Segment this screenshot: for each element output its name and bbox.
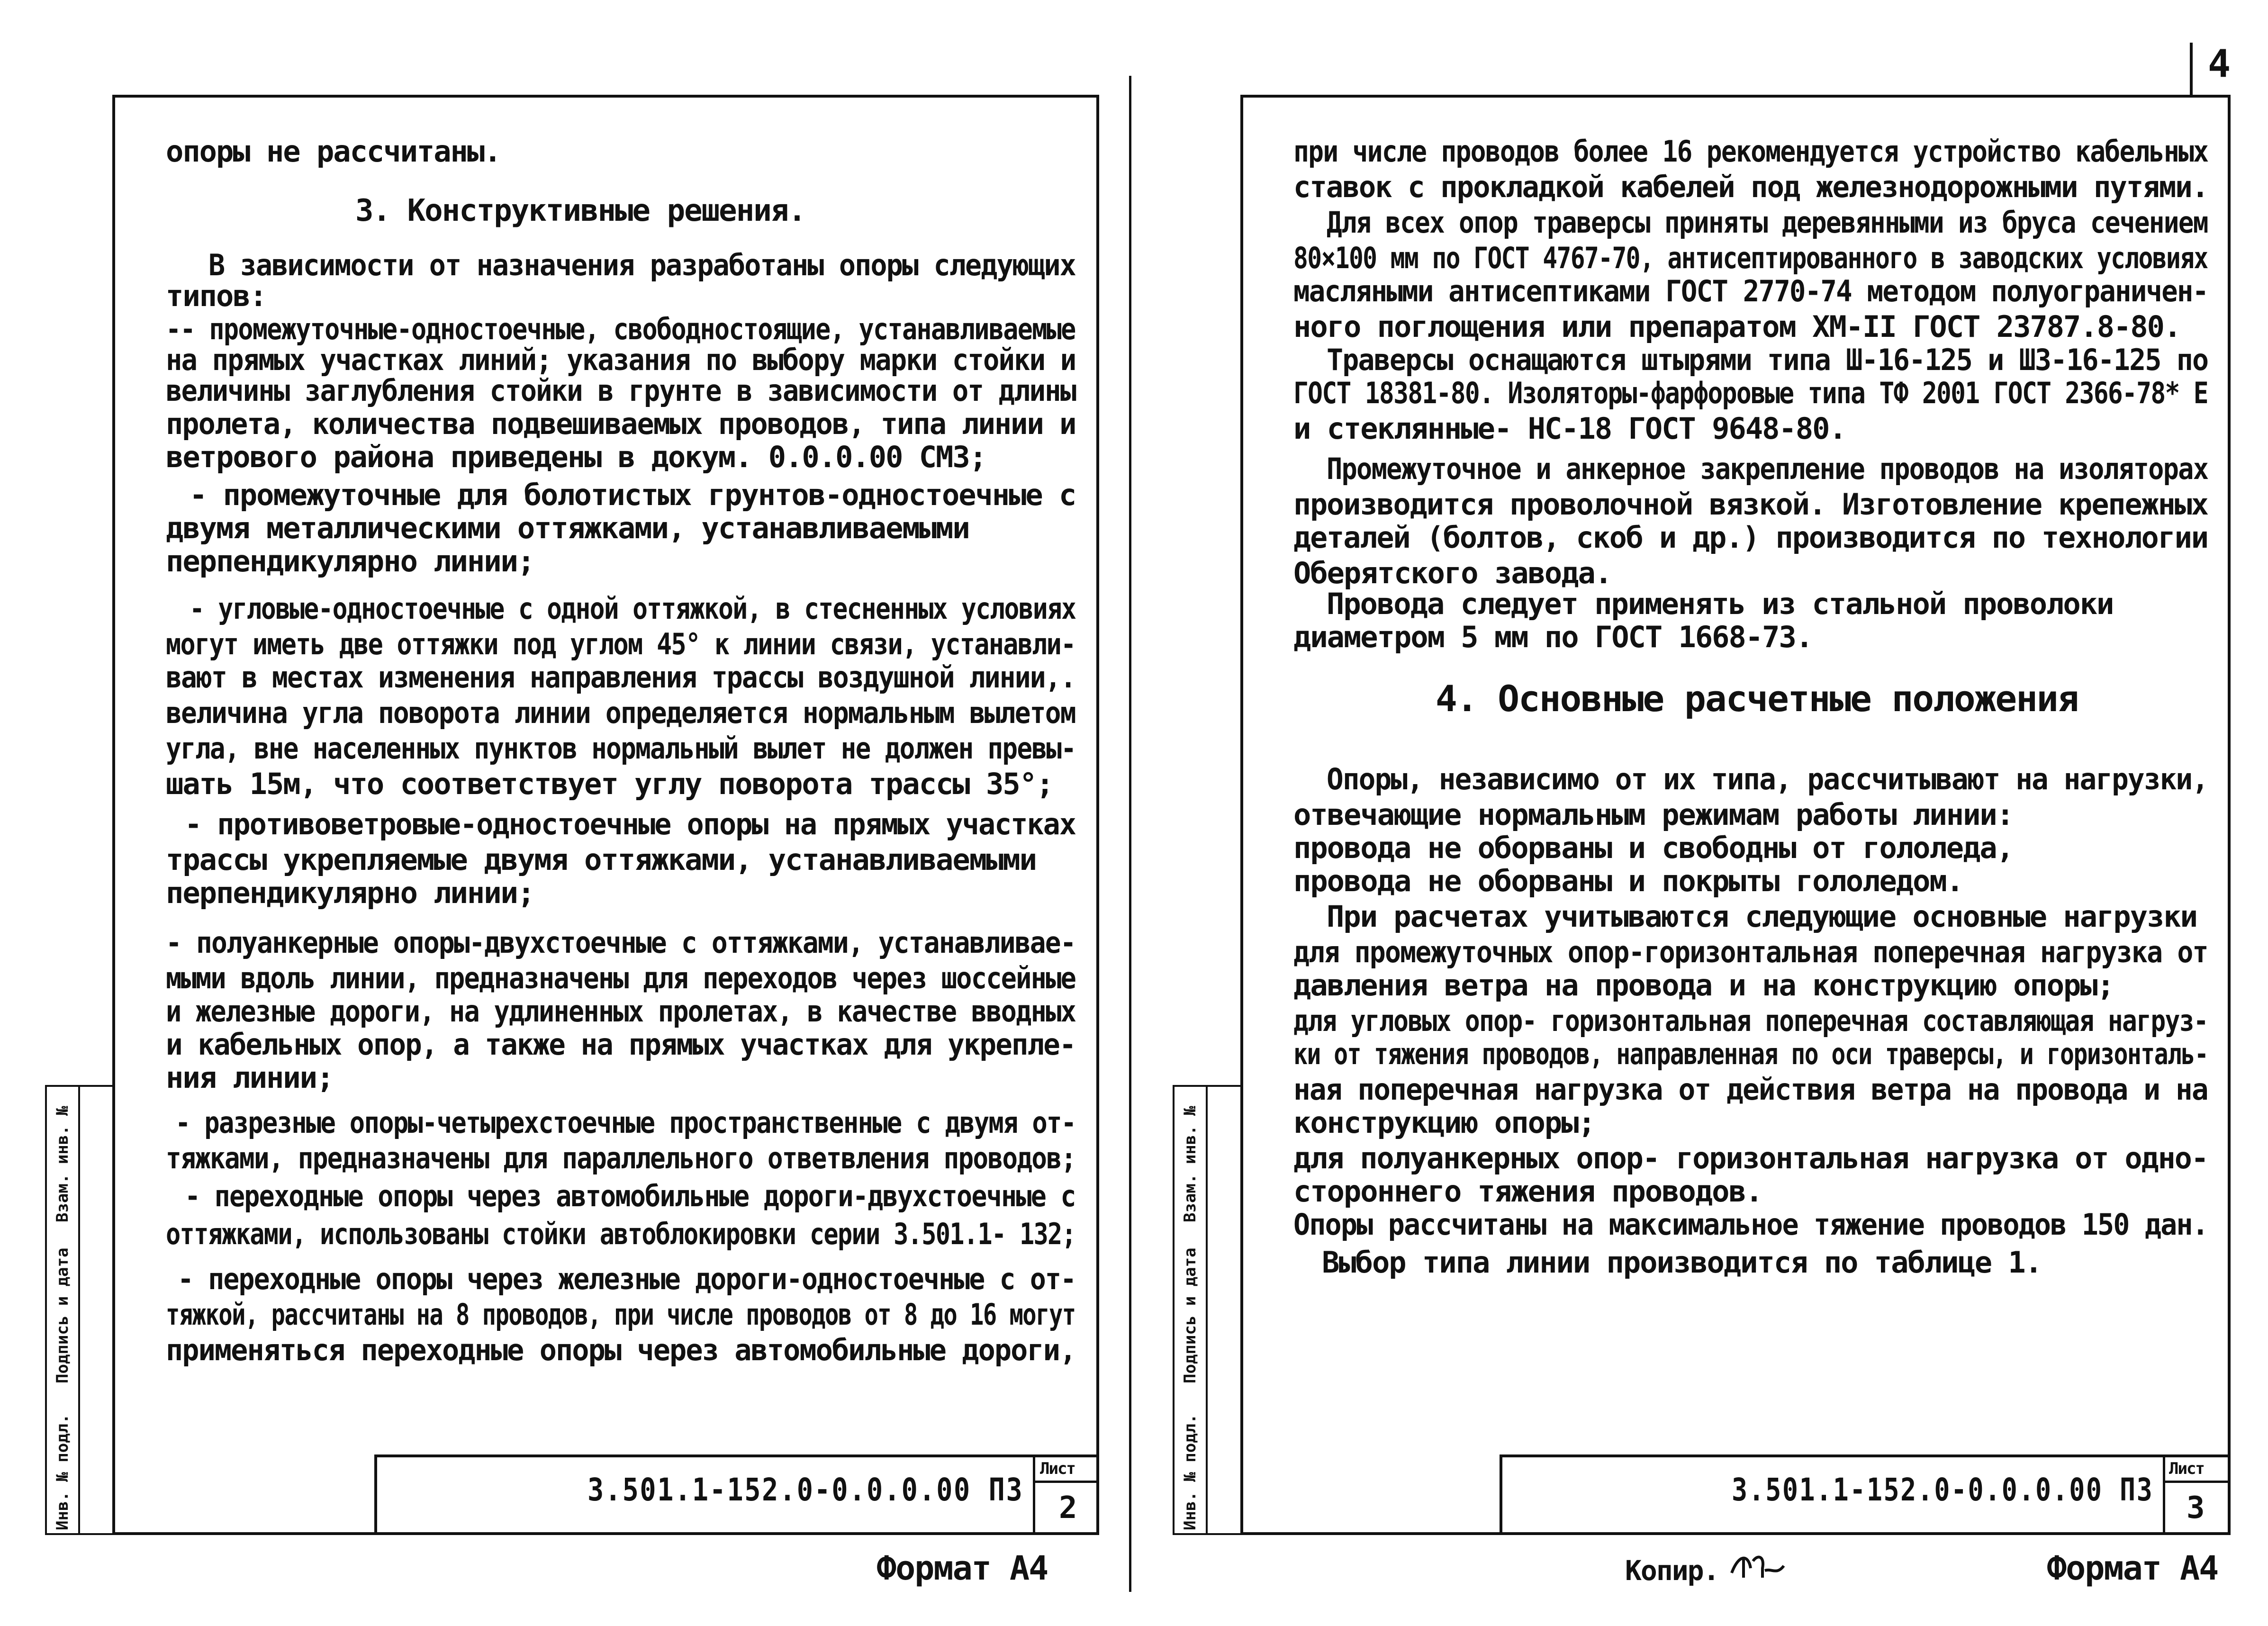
left-line: вают в местах изменения направления трассы воздушной линии,. <box>166 660 1075 695</box>
right-line: и стеклянные- НС-18 ГОСТ 9648-80. <box>1293 411 1846 446</box>
left-line: перпендикулярно линии; <box>166 544 534 578</box>
right-line: Опоры рассчитаны на максимальное тяжение проводов 150 дан. <box>1293 1207 2208 1242</box>
page-number: 4 <box>2208 42 2230 86</box>
left-line: - противоветровые-одностоечные опоры на прямых участках <box>185 807 1076 841</box>
right-line: ставок с прокладкой кабелей под железнодорожными путями. <box>1293 170 2208 204</box>
left-line: - переходные опоры через железные дороги-одностоечные с от- <box>178 1262 1076 1296</box>
left-side-label-inv: Инв. № подл. <box>53 1414 72 1530</box>
right-line: масляными антисептиками ГОСТ 2770-74 методом полуограничен- <box>1293 274 2208 308</box>
left-format-label: Формат А4 <box>876 1549 1048 1588</box>
right-line: при числе проводов более 16 рекомендуется устройство кабельных <box>1293 134 2208 169</box>
left-line: - угловые-одностоечные с одной оттяжкой, в стесненных условиях <box>190 591 1076 626</box>
left-side-strip-divider <box>78 1085 80 1535</box>
center-divider <box>1129 76 1131 1592</box>
left-line: оттяжками, использованы стойки автоблокировки серии 3.501.1- 132; <box>166 1217 1076 1251</box>
left-line: и кабельных опор, а также на прямых участках для укрепле- <box>166 1027 1075 1062</box>
right-section-heading: 4. Основные расчетные положения <box>1436 678 2078 720</box>
left-line: трассы укрепляемые двумя оттяжками, устанавливаемыми <box>166 842 1037 877</box>
left-sheet-label: Лист <box>1040 1459 1075 1478</box>
right-line: для угловых опор- горизонтальная поперечная составляющая нагруз- <box>1293 1003 2208 1038</box>
left-line: - полуанкерные опоры-двухстоечные с оттяжками, устанавливае- <box>166 925 1075 960</box>
right-line: ки от тяжения проводов, направленная по оси траверсы, и горизонталь- <box>1293 1037 2208 1071</box>
right-side-strip-divider <box>1206 1085 1208 1535</box>
left-line: - разрезные опоры-четырехстоечные пространственные с двумя от- <box>175 1105 1076 1140</box>
left-line: тяжкой, рассчитаны на 8 проводов, при числе проводов от 8 до 16 могут <box>166 1297 1075 1332</box>
left-line: - переходные опоры через автомобильные дороги-двухстоечные с <box>185 1179 1075 1213</box>
left-sheet-number: 2 <box>1059 1490 1076 1526</box>
left-line: угла, вне населенных пунктов нормальный вылет не должен превы- <box>166 731 1076 766</box>
left-line: перпендикулярно линии; <box>166 876 534 910</box>
left-line: типов: <box>166 279 266 313</box>
right-line: деталей (болтов, скоб и др.) производится по технологии <box>1293 520 2208 555</box>
left-line: - промежуточные для болотистых грунтов-одностоечные с <box>190 478 1076 512</box>
page-number-rule <box>2190 43 2193 95</box>
left-line: величины заглубления стойки в грунте в зависимости от длины <box>166 373 1076 408</box>
left-title-block-hline <box>1033 1481 1099 1483</box>
right-line: Выбор типа линии производится по таблице 1. <box>1322 1245 2042 1280</box>
right-line: стороннего тяжения проводов. <box>1293 1174 1762 1209</box>
right-line: ная поперечная нагрузка от действия ветра на провода и на <box>1293 1072 2208 1107</box>
right-line: Траверсы оснащаются штырями типа Ш-16-125 и ШЗ-16-125 по <box>1327 343 2208 377</box>
left-line: мыми вдоль линии, предназначены для переходов через шоссейные <box>166 961 1076 995</box>
right-line: Промежуточное и анкерное закрепление проводов на изоляторах <box>1327 452 2208 486</box>
right-title-block-divider <box>2163 1454 2165 1535</box>
left-line: и железные дороги, на удлиненных пролетах, в качестве вводных <box>166 994 1076 1029</box>
left-section-heading: 3. Конструктивные решения. <box>355 193 805 228</box>
left-line: ветрового района приведены в докум. 0.0.0.00 СМЗ; <box>166 440 986 474</box>
right-sheet-label: Лист <box>2169 1459 2204 1478</box>
right-line: Опоры, независимо от их типа, рассчитывают на нагрузки, <box>1327 762 2208 796</box>
right-line: Для всех опор траверсы приняты деревянными из бруса сечением <box>1327 205 2208 240</box>
left-line: могут иметь две оттяжки под углом 45° к линии связи, устанавли- <box>166 627 1075 661</box>
left-stamp-doc-number: 3.501.1-152.0-0.0.0.00 ПЗ <box>587 1472 1024 1508</box>
right-line: производится проволочной вязкой. Изготовление крепежных <box>1293 487 2208 522</box>
left-line: опоры не рассчитаны. <box>166 134 501 169</box>
right-line: ГОСТ 18381-80. Изоляторы-фарфоровые типа ТФ 2001 ГОСТ 2366-78* Е <box>1293 376 2208 410</box>
right-stamp-doc-number: 3.501.1-152.0-0.0.0.00 ПЗ <box>1732 1472 2154 1508</box>
right-sheet-number: 3 <box>2187 1490 2204 1526</box>
left-line: пролета, количества подвешиваемых проводов, типа линии и <box>166 406 1076 441</box>
right-copy-label: Копир. <box>1625 1554 1719 1587</box>
right-line: При расчетах учитываются следующие основные нагрузки <box>1327 899 2197 934</box>
copy-signature-icon <box>1729 1549 1786 1587</box>
right-line: диаметром 5 мм по ГОСТ 1668-73. <box>1293 620 1813 654</box>
right-line: конструкцию опоры; <box>1293 1105 1595 1140</box>
right-line: Провода следует применять из стальной проволоки <box>1327 587 2114 621</box>
left-line: на прямых участках линий; указания по выбору марки стойки и <box>166 343 1076 377</box>
left-line: применяться переходные опоры через автомобильные дороги, <box>166 1333 1076 1367</box>
left-line: величина угла поворота линии определяется нормальным вылетом <box>166 696 1075 730</box>
left-line: тяжками, предназначены для параллельного ответвления проводов; <box>166 1141 1076 1175</box>
left-line: шать 15м, что соответствует углу поворота трассы 35°; <box>166 767 1053 801</box>
right-side-label-inv: Инв. № подл. <box>1181 1414 1200 1530</box>
left-line: -- промежуточные-одностоечные, свободностоящие, устанавливаемые <box>166 312 1075 346</box>
right-line: провода не оборваны и покрыты гололедом. <box>1293 864 1963 898</box>
right-line: для полуанкерных опор- горизонтальная нагрузка от одно- <box>1293 1141 2208 1175</box>
right-side-label-sign: Подпись и дата <box>1181 1247 1200 1383</box>
right-line: давления ветра на провода и на конструкцию опоры; <box>1293 968 2114 1003</box>
right-side-label-vzam: Взам. инв. № <box>1181 1106 1200 1222</box>
left-line: двумя металлическими оттяжками, устанавливаемыми <box>166 511 969 545</box>
right-line: ного поглощения или препаратом ХМ-II ГОСТ 23787.8-80. <box>1293 309 2181 344</box>
left-title-block-divider <box>1033 1454 1035 1535</box>
left-line: В зависимости от назначения разработаны опоры следующих <box>208 248 1075 282</box>
right-line: провода не оборваны и свободны от гололеда, <box>1293 831 2014 865</box>
right-line: отвечающие нормальным режимам работы линии: <box>1293 797 2014 832</box>
right-format-label: Формат А4 <box>2047 1549 2218 1588</box>
right-title-block-hline <box>2163 1481 2231 1483</box>
right-line: для промежуточных опор-горизонтальная поперечная нагрузка от <box>1293 935 2208 969</box>
left-side-label-sign: Подпись и дата <box>53 1247 72 1383</box>
right-line: 80×100 мм по ГОСТ 4767-70, антисептированного в заводских условиях <box>1293 241 2208 275</box>
right-line: Оберятского завода. <box>1293 556 1612 590</box>
left-line: ния линии; <box>166 1060 334 1095</box>
left-side-label-vzam: Взам. инв. № <box>53 1106 72 1222</box>
